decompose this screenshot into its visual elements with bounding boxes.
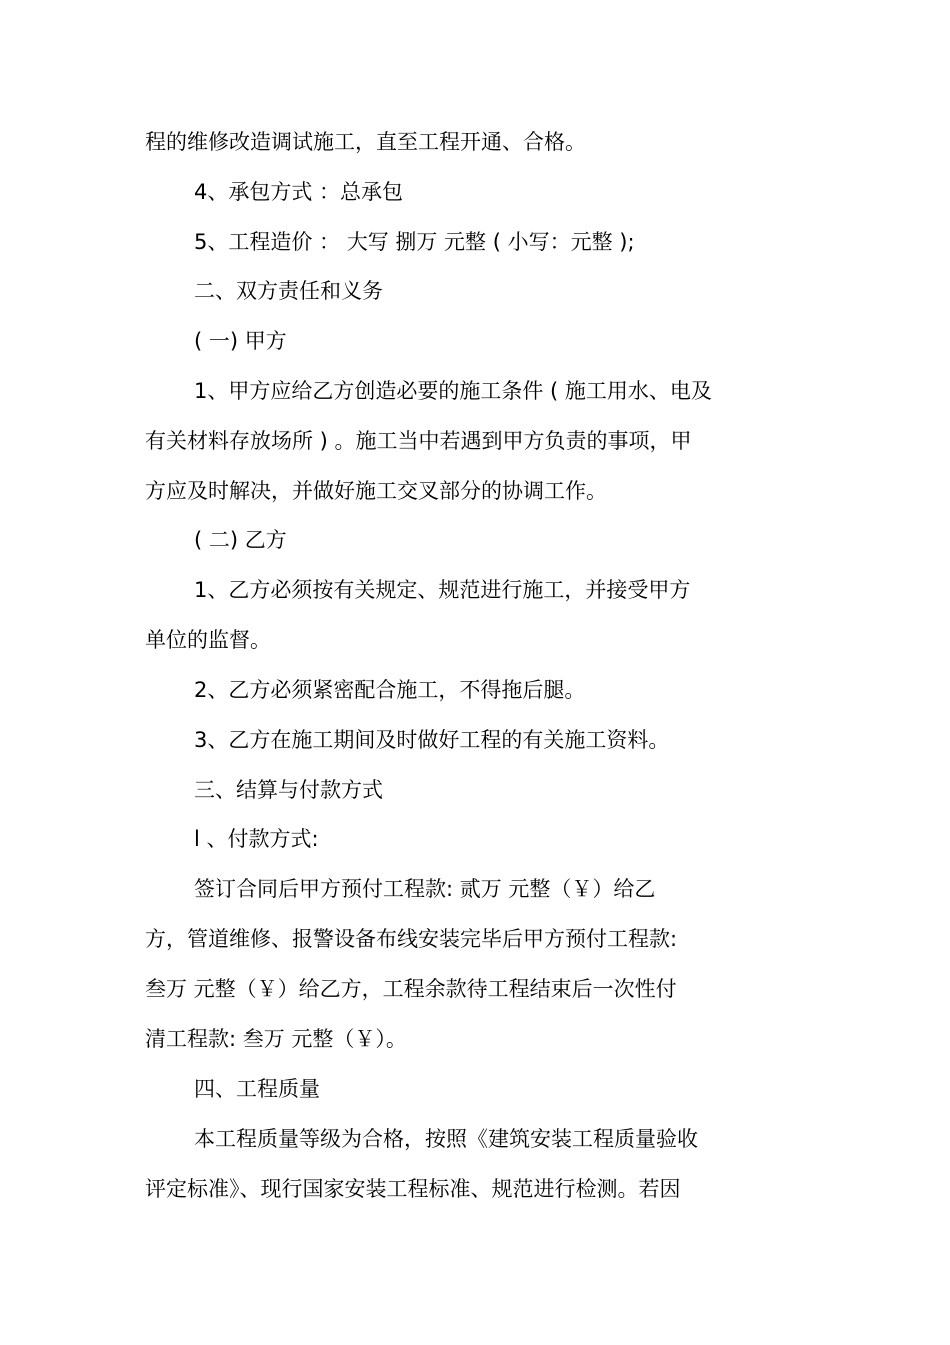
text-line: 4、承包方式 ：总承包: [194, 180, 404, 204]
text-line: l 、付款方式:: [194, 827, 319, 851]
text-line: 程的维修改造调试施工，直至工程开通、合格。: [145, 130, 586, 154]
text-line: 1、甲方应给乙方创造必要的施工条件 ( 施工用水、电及: [194, 379, 712, 403]
text-line: 本工程质量等级为合格，按照《建筑安装工程质量验收: [194, 1127, 698, 1151]
text-line: 1、乙方必须按有关规定、规范进行施工，并接受甲方: [194, 578, 691, 602]
subsection-heading: ( 二) 乙方: [194, 528, 287, 552]
section-heading: 四、工程质量: [194, 1077, 320, 1101]
text-line: 叁万 元整（￥）给乙方，工程余款待工程结束后一次性付: [145, 977, 677, 1001]
text-line: 方应及时解决，并做好施工交叉部分的协调工作。: [145, 479, 607, 503]
text-line: 评定标准》、现行国家安装工程标准、规范进行检测。若因: [145, 1177, 681, 1201]
text-line: 2、乙方必须紧密配合施工，不得拖后腿。: [194, 678, 586, 702]
text-line: 单位的监督。: [145, 628, 271, 652]
text-line: 方，管道维修、报警设备布线安装完毕后甲方预付工程款:: [145, 927, 678, 951]
text-line: 5、工程造价 ： 大写 捌万 元整 ( 小写：元整 );: [194, 230, 635, 254]
text-line: 清工程款: 叁万 元整（￥）。: [145, 1027, 407, 1051]
section-heading: 三、结算与付款方式: [194, 778, 383, 802]
text-line: 有关材料存放场所 ) 。施工当中若遇到甲方负责的事项，甲: [145, 429, 692, 453]
subsection-heading: ( 一) 甲方: [194, 329, 287, 353]
text-line: 3、乙方在施工期间及时做好工程的有关施工资料。: [194, 728, 670, 752]
text-line: 签订合同后甲方预付工程款: 贰万 元整（￥）给乙: [194, 877, 656, 901]
section-heading: 二、双方责任和义务: [194, 279, 383, 303]
